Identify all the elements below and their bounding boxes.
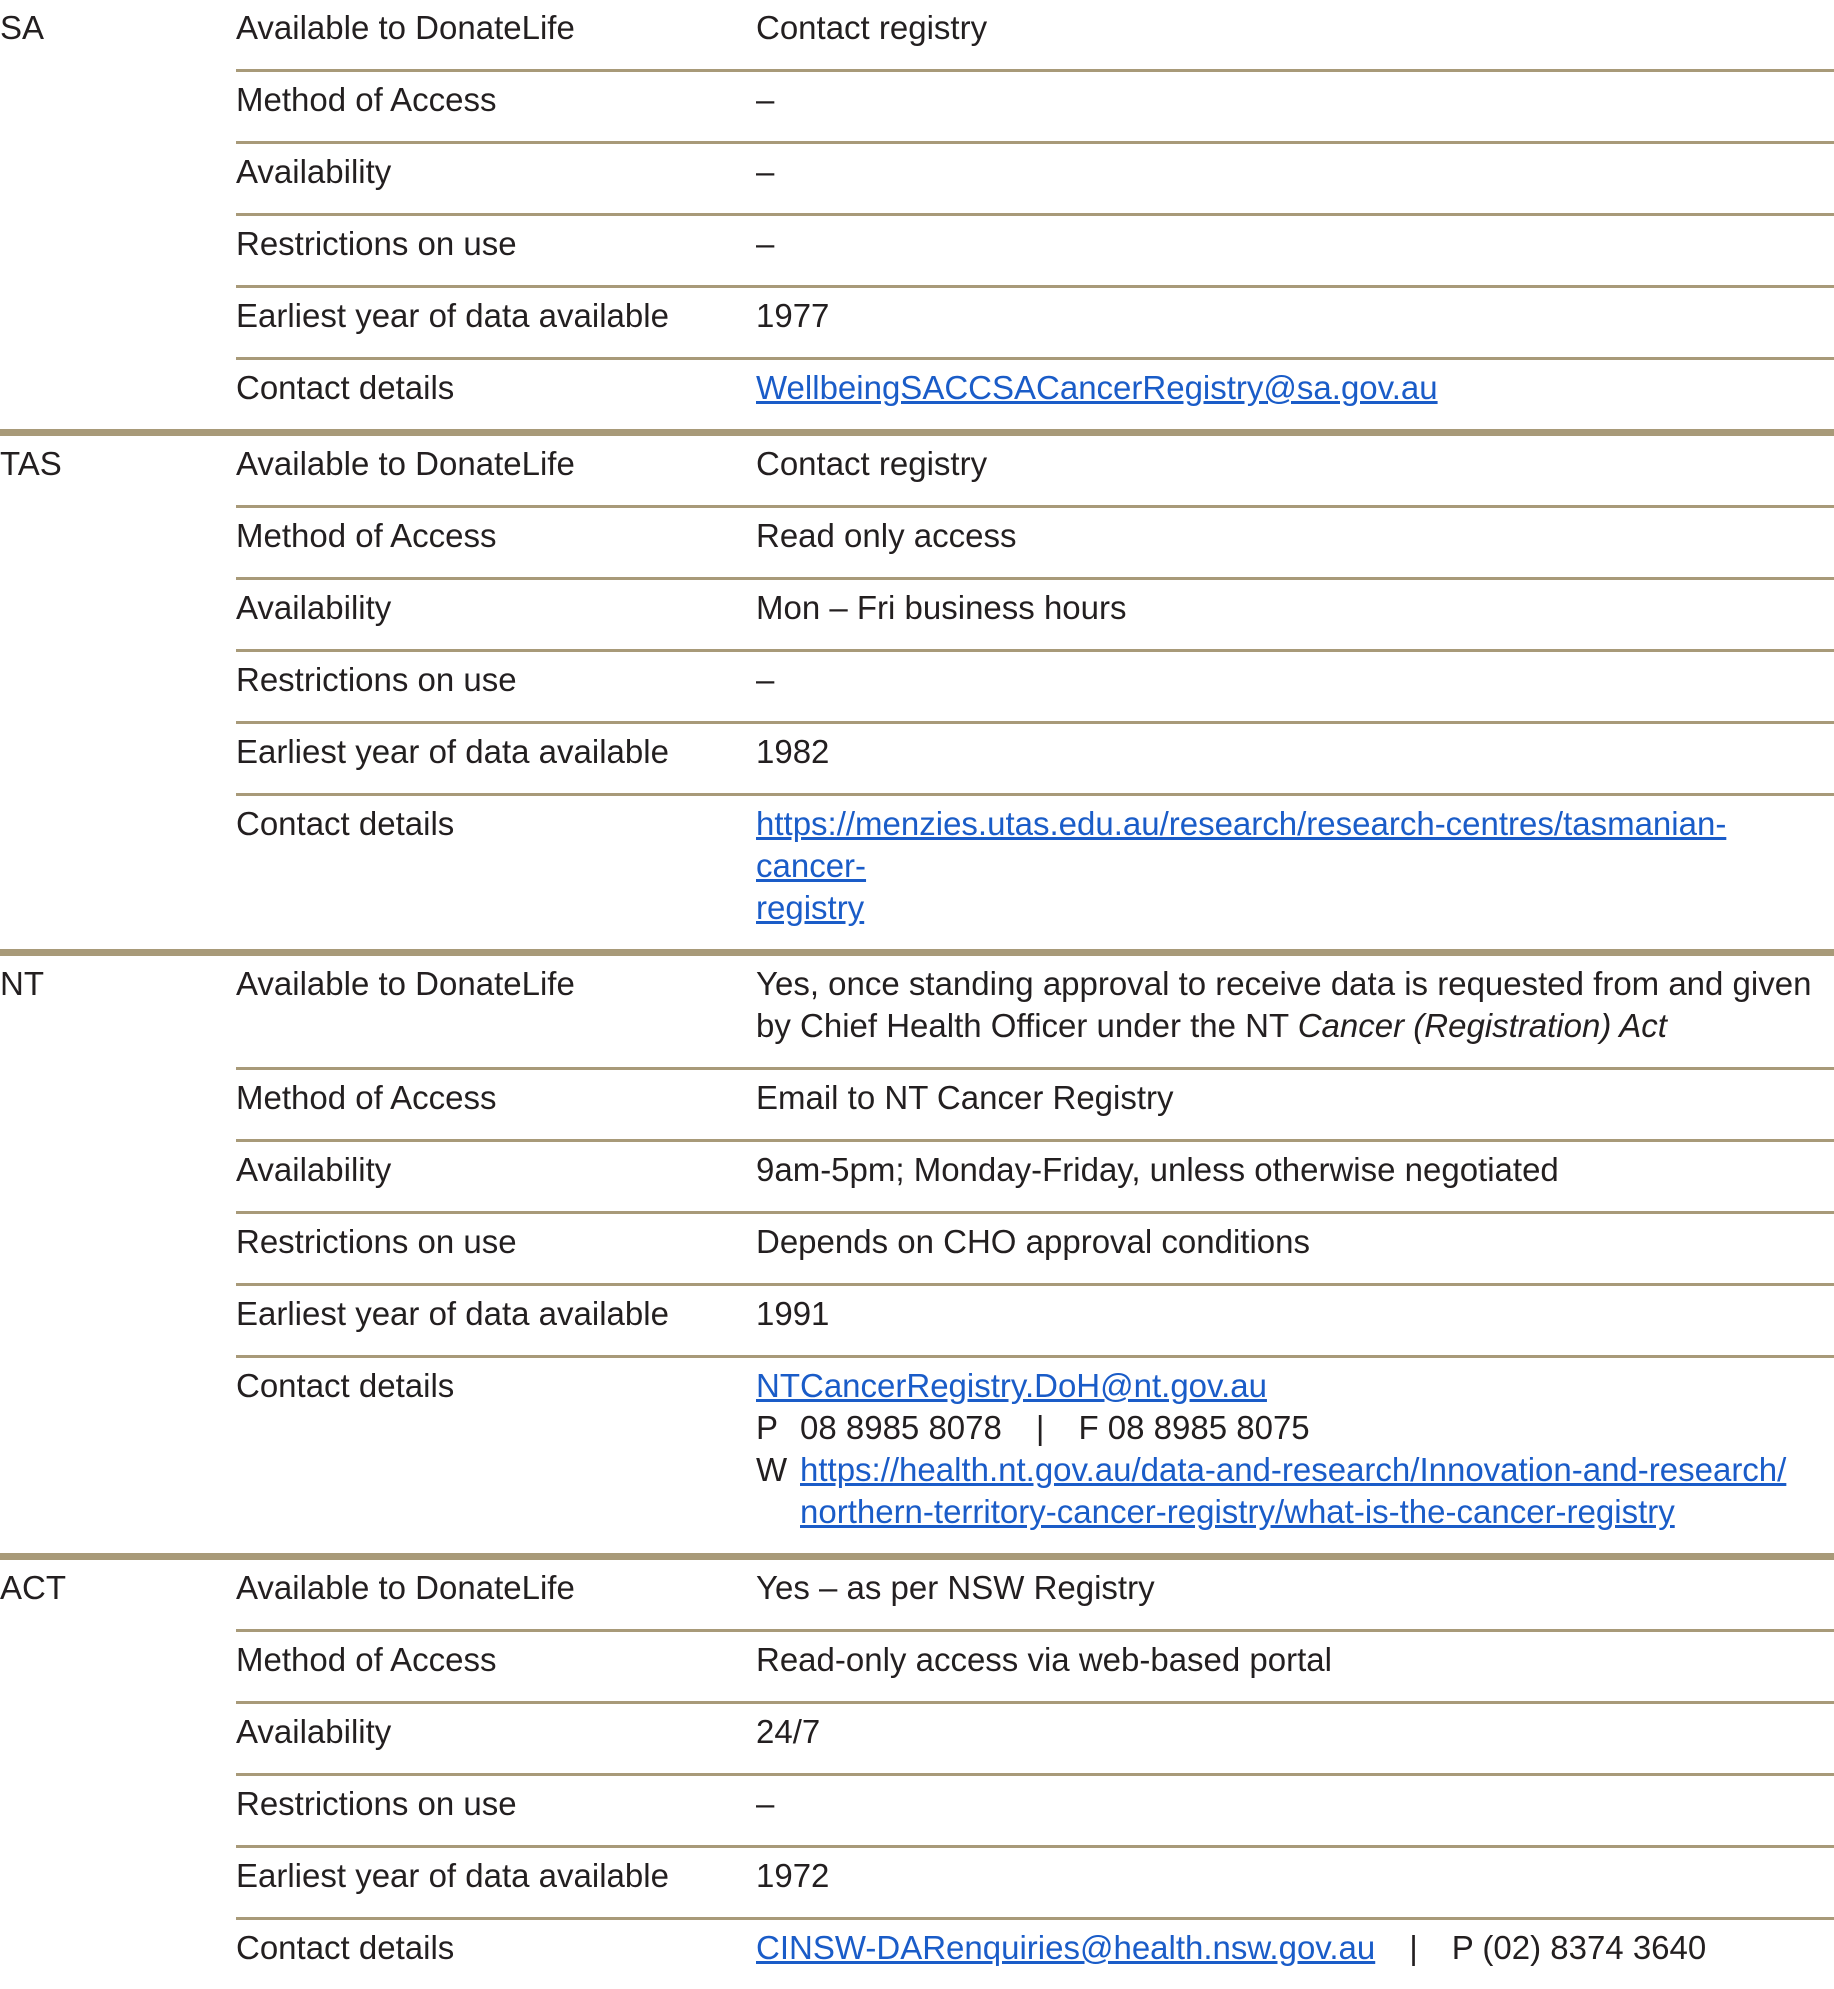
state-label: TAS — [0, 433, 236, 953]
table-row — [0, 1919, 1834, 1989]
table-row — [0, 287, 1834, 359]
field-value: 24/7 — [756, 1703, 1834, 1775]
fax-number: F 08 8985 8075 — [1078, 1409, 1309, 1446]
phone-number: 08 8985 8078 — [800, 1409, 1002, 1446]
field-value — [756, 359, 1834, 433]
field-value: Mon – Fri business hours — [756, 579, 1834, 651]
table-row — [0, 1213, 1834, 1285]
table-row — [0, 1285, 1834, 1357]
phone-number: P (02) 8374 3640 — [1452, 1929, 1706, 1966]
table-row — [0, 1069, 1834, 1141]
table-row — [0, 723, 1834, 795]
state-block-tas — [0, 433, 1834, 953]
field-label: Contact details — [236, 359, 756, 433]
field-value — [756, 1357, 1834, 1557]
field-label: Contact details — [236, 1919, 756, 1989]
table-row — [0, 359, 1834, 433]
phone-prefix: P — [756, 1407, 800, 1449]
field-value: 9am-5pm; Monday-Friday, unless otherwise negotiated — [756, 1141, 1834, 1213]
field-value: 1972 — [756, 1847, 1834, 1919]
table-row — [0, 953, 1834, 1069]
field-label: Contact details — [236, 795, 756, 953]
field-value: – — [756, 143, 1834, 215]
table-row — [0, 71, 1834, 143]
contact-url-link[interactable]: https://menzies.utas.edu.au/research/research-centres/tasmanian-cancer- — [756, 803, 1834, 887]
website-link[interactable]: https://health.nt.gov.au/data-and-research/Innovation-and-research/ — [800, 1451, 1786, 1488]
field-label: Restrictions on use — [236, 1775, 756, 1847]
field-label: Method of Access — [236, 1631, 756, 1703]
field-label: Earliest year of data available — [236, 287, 756, 359]
website-link-continued[interactable]: northern-territory-cancer-registry/what-is-the-cancer-registry — [756, 1491, 1834, 1533]
field-label: Availability — [236, 579, 756, 651]
field-label: Availability — [236, 1703, 756, 1775]
contact-email-link[interactable]: CINSW-DARenquiries@health.nsw.gov.au — [756, 1929, 1375, 1966]
field-label: Contact details — [236, 1357, 756, 1557]
field-value — [756, 1919, 1834, 1989]
table-row — [0, 433, 1834, 507]
field-label: Restrictions on use — [236, 215, 756, 287]
state-label: ACT — [0, 1557, 236, 1989]
contact-email-link[interactable]: WellbeingSACCSACancerRegistry@sa.gov.au — [756, 369, 1438, 406]
field-value: Yes – as per NSW Registry — [756, 1557, 1834, 1631]
phone-fax-line — [756, 1407, 1834, 1449]
field-value: Depends on CHO approval conditions — [756, 1213, 1834, 1285]
field-label: Method of Access — [236, 507, 756, 579]
act-name-italic: Cancer (Registration) Act — [1298, 1007, 1667, 1044]
field-value: – — [756, 215, 1834, 287]
web-line — [756, 1449, 1834, 1491]
table-row — [0, 1847, 1834, 1919]
field-value: – — [756, 1775, 1834, 1847]
table-row — [0, 1557, 1834, 1631]
field-label: Available to DonateLife — [236, 0, 756, 71]
field-label: Earliest year of data available — [236, 1847, 756, 1919]
table-row — [0, 215, 1834, 287]
table-row — [0, 1141, 1834, 1213]
field-label: Available to DonateLife — [236, 953, 756, 1069]
state-block-nt — [0, 953, 1834, 1557]
state-label: SA — [0, 0, 236, 433]
field-label: Available to DonateLife — [236, 433, 756, 507]
available-text: by Chief Health Officer under the NT — [756, 1007, 1298, 1044]
table-row — [0, 507, 1834, 579]
state-block-act — [0, 1557, 1834, 1989]
field-value: Read only access — [756, 507, 1834, 579]
table-row — [0, 0, 1834, 71]
web-prefix: W — [756, 1449, 800, 1491]
table-row — [0, 1775, 1834, 1847]
available-line-2 — [756, 1005, 1834, 1047]
field-label: Restrictions on use — [236, 651, 756, 723]
table-row — [0, 579, 1834, 651]
table-row — [0, 651, 1834, 723]
field-value: – — [756, 651, 1834, 723]
divider: | — [1375, 1927, 1452, 1969]
field-value: – — [756, 71, 1834, 143]
table-row — [0, 1703, 1834, 1775]
field-value — [756, 953, 1834, 1069]
state-label: NT — [0, 953, 236, 1557]
divider: | — [1002, 1407, 1079, 1449]
field-value: Email to NT Cancer Registry — [756, 1069, 1834, 1141]
field-value: Contact registry — [756, 433, 1834, 507]
state-block-sa — [0, 0, 1834, 433]
field-label: Available to DonateLife — [236, 1557, 756, 1631]
field-label: Availability — [236, 1141, 756, 1213]
table-row — [0, 1357, 1834, 1557]
table-row — [0, 1631, 1834, 1703]
contact-email-link[interactable]: NTCancerRegistry.DoH@nt.gov.au — [756, 1365, 1834, 1407]
field-label: Availability — [236, 143, 756, 215]
field-label: Method of Access — [236, 71, 756, 143]
table-row — [0, 795, 1834, 953]
field-value: Contact registry — [756, 0, 1834, 71]
field-label: Method of Access — [236, 1069, 756, 1141]
field-label: Earliest year of data available — [236, 723, 756, 795]
field-label: Restrictions on use — [236, 1213, 756, 1285]
field-value: 1982 — [756, 723, 1834, 795]
table-row — [0, 143, 1834, 215]
field-value: 1991 — [756, 1285, 1834, 1357]
field-value — [756, 795, 1834, 953]
field-value: Read-only access via web-based portal — [756, 1631, 1834, 1703]
field-value: 1977 — [756, 287, 1834, 359]
field-label: Earliest year of data available — [236, 1285, 756, 1357]
available-line-1: Yes, once standing approval to receive data is requested from and given — [756, 963, 1834, 1005]
contact-url-link-continued[interactable]: registry — [756, 887, 1834, 929]
